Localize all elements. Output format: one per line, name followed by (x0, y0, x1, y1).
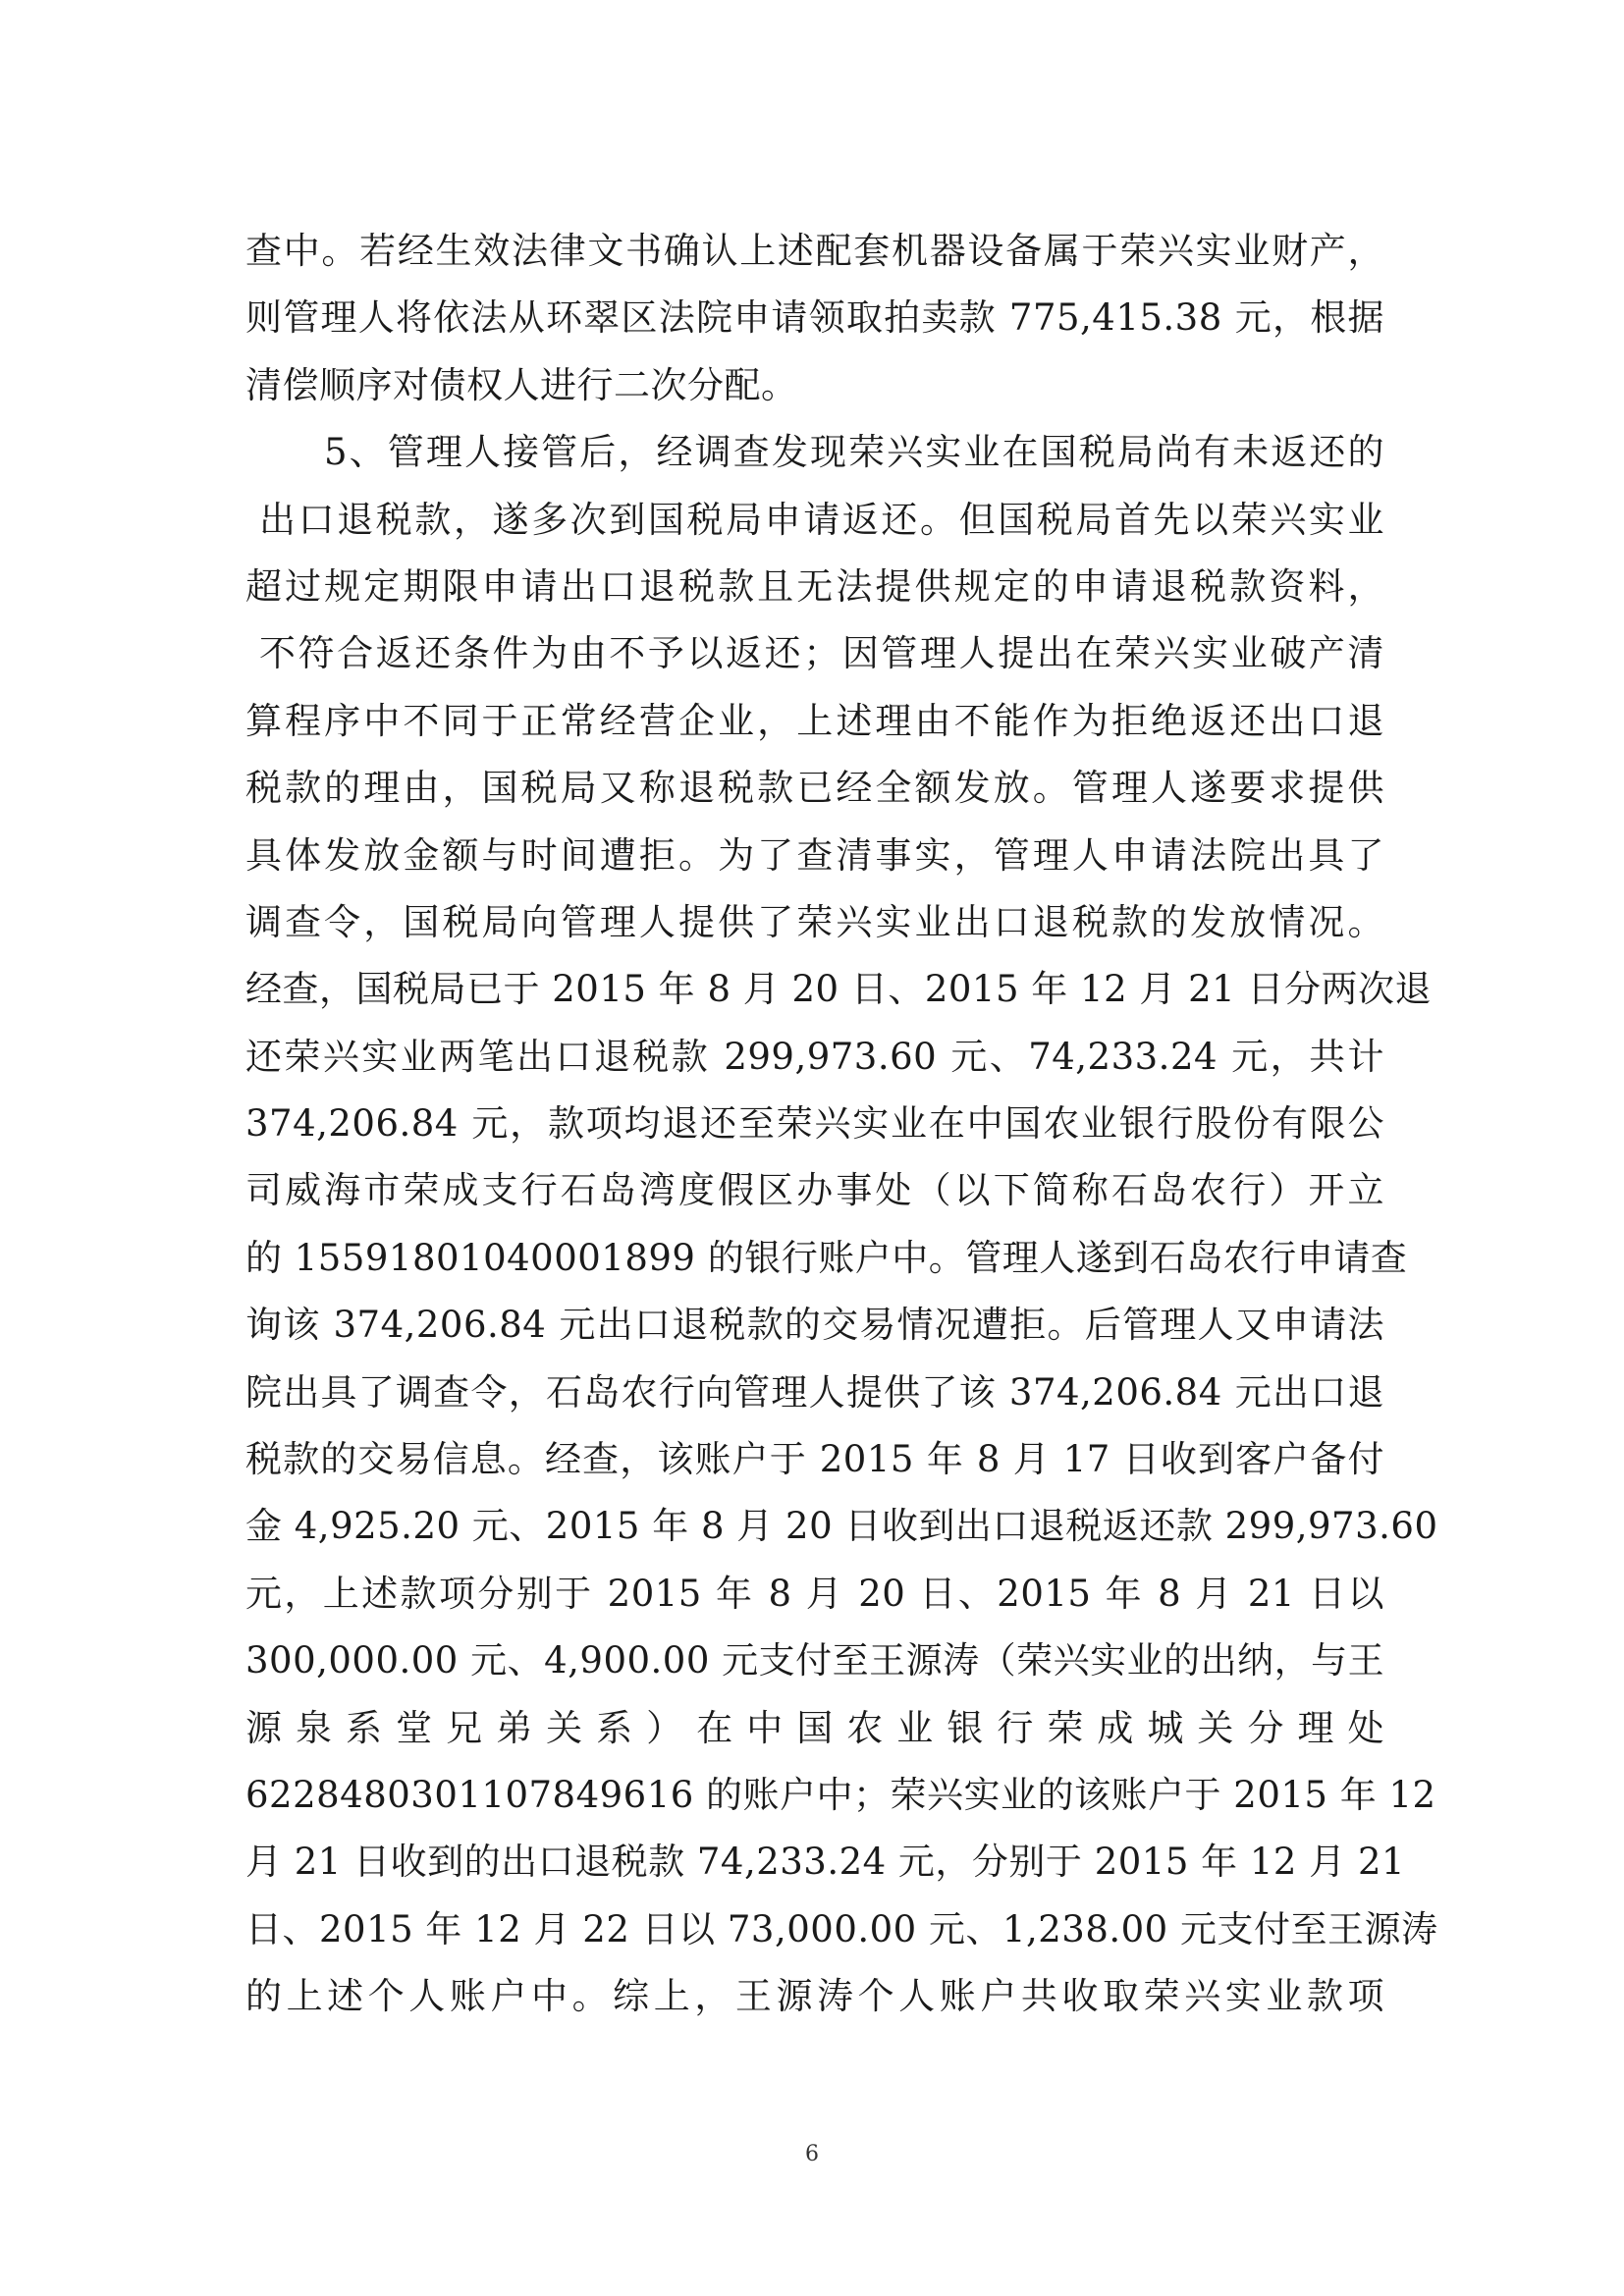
text-line: 调查令，国税局向管理人提供了荣兴实业出口退税款的发放情况。 (245, 900, 1384, 943)
text-line: 出口退税款，遂多次到国税局申请返还。但国税局首先以荣兴实业 (259, 498, 1384, 541)
text-line: 元，上述款项分别于 2015 年 8 月 20 日、2015 年 8 月 21 日以 (245, 1572, 1384, 1615)
text-line: 经查，国税局已于 2015 年 8 月 20 日、2015 年 12 月 21 日分两次退 (245, 968, 1432, 1011)
text-line: 不符合返还条件为由不予以返还；因管理人提出在荣兴实业破产清 (259, 632, 1384, 675)
text-line: 300,000.00 元、4,900.00 元支付至王源涛（荣兴实业的出纳，与王 (245, 1639, 1385, 1682)
text-line: 询该 374,206.84 元出口退税款的交易情况遭拒。后管理人又申请法 (245, 1304, 1384, 1347)
text-line: 还荣兴实业两笔出口退税款 299,973.60 元、74,233.24 元，共计 (245, 1035, 1384, 1078)
text-line: 算程序中不同于正常经营企业，上述理由不能作为拒绝返还出口退 (245, 699, 1384, 742)
text-line: 则管理人将依法从环翠区法院申请领取拍卖款 775,415.38 元，根据 (245, 296, 1384, 340)
text-line: 374,206.84 元，款项均退还至荣兴实业在中国农业银行股份有限公 (245, 1102, 1384, 1146)
text-line: 金 4,925.20 元、2015 年 8 月 20 日收到出口退税返还款 299,973.60 (245, 1505, 1438, 1548)
text-line: 税款的交易信息。经查，该账户于 2015 年 8 月 17 日收到客户备付 (245, 1438, 1384, 1481)
text-line: 的上述个人账户中。综上，王源涛个人账户共收取荣兴实业款项 (245, 1975, 1384, 2018)
text-line: 查中。若经生效法律文书确认上述配套机器设备属于荣兴实业财产， (245, 230, 1384, 272)
paragraph-start-line: 5、管理人接管后，经调查发现荣兴实业在国税局尚有未返还的 (324, 431, 1384, 474)
text-line: 超过规定期限申请出口退税款且无法提供规定的申请退税款资料， (245, 564, 1384, 608)
text-line: 清偿顺序对债权人进行二次分配。 (245, 363, 798, 406)
text-line: 源泉系堂兄弟关系）在中国农业银行荣成城关分理处 (245, 1706, 1384, 1749)
text-line: 6228480301107849616 的账户中；荣兴实业的该账户于 2015 年 12 (245, 1773, 1436, 1816)
text-line: 具体发放金额与时间遭拒。为了查清事实，管理人申请法院出具了 (245, 833, 1384, 877)
text-line: 司威海市荣成支行石岛湾度假区办事处（以下简称石岛农行）开立 (245, 1169, 1384, 1212)
text-line: 月 21 日收到的出口退税款 74,233.24 元，分别于 2015 年 12 月 21 (245, 1841, 1406, 1884)
text-line: 日、2015 年 12 月 22 日以 73,000.00 元、1,238.00 元支付至王源涛 (245, 1907, 1438, 1950)
body-text (245, 218, 1438, 2031)
text-line: 院出具了调查令，石岛农行向管理人提供了该 374,206.84 元出口退 (245, 1370, 1384, 1414)
page-number: 6 (805, 2142, 819, 2166)
text-line: 税款的理由，国税局又称退税款已经全额发放。管理人遂要求提供 (245, 767, 1384, 810)
text-line: 的 15591801040001899 的银行账户中。管理人遂到石岛农行申请查 (245, 1236, 1408, 1279)
